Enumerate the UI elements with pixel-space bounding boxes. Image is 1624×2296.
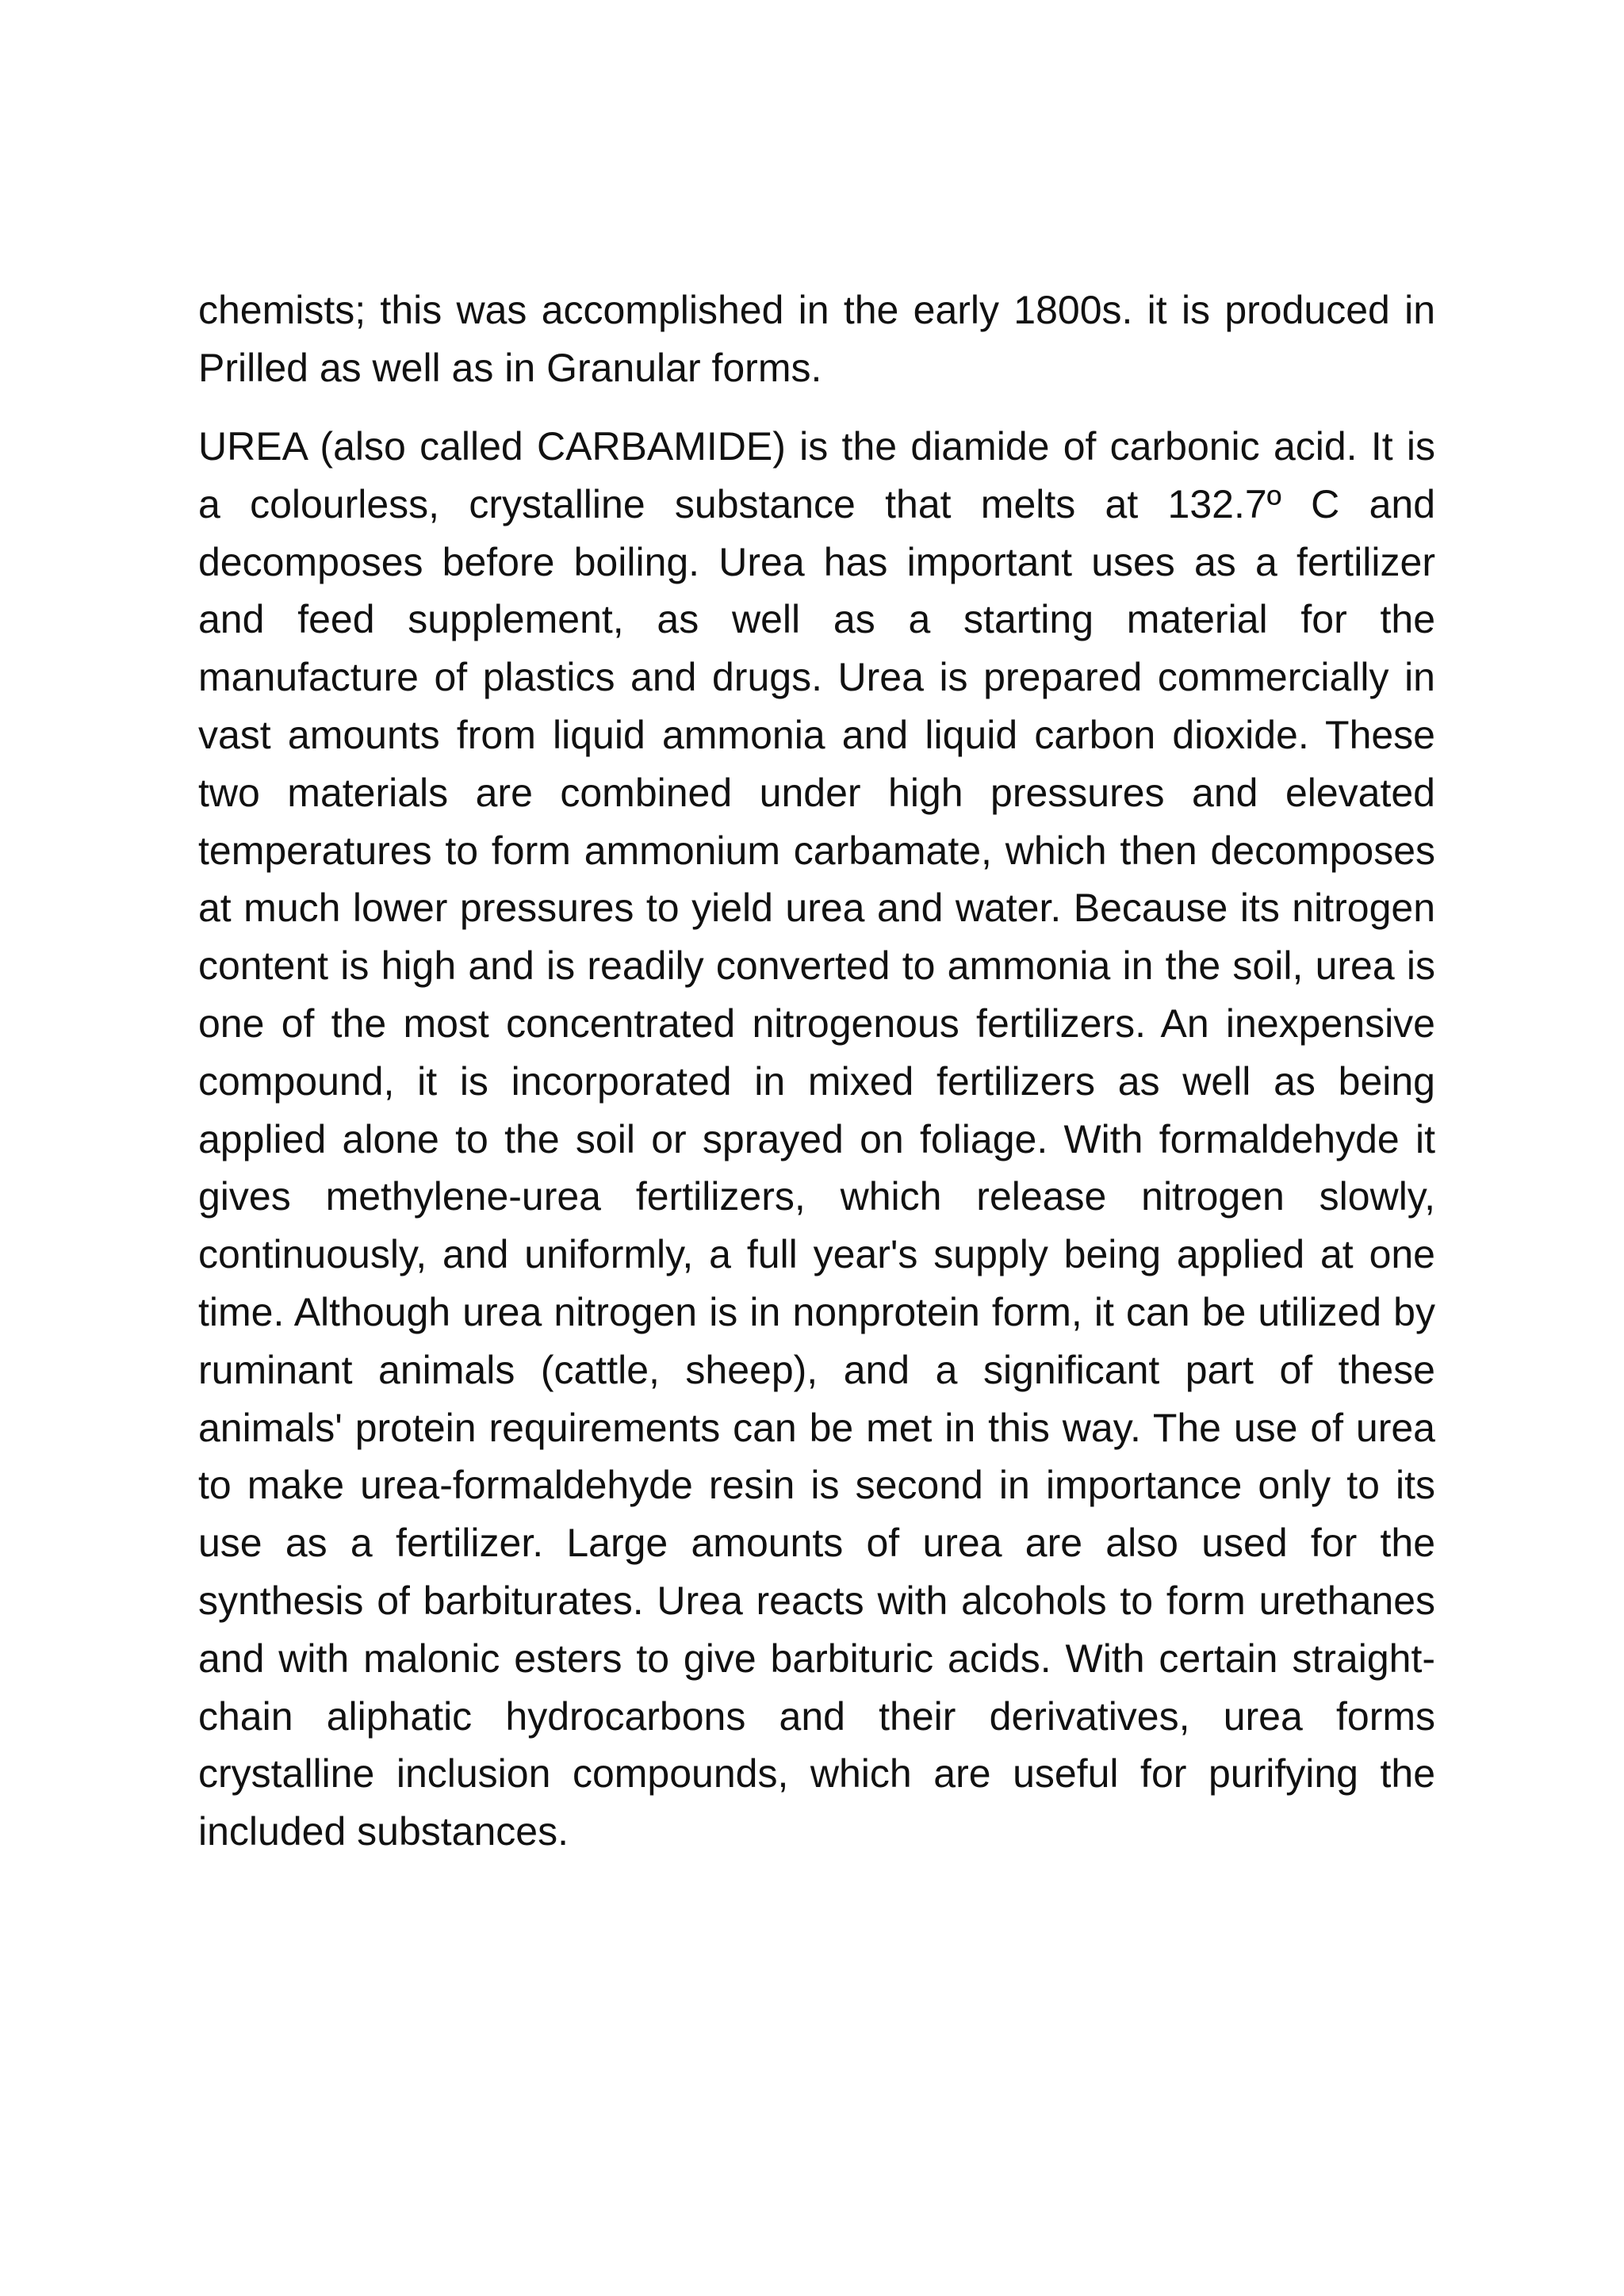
paragraph-continuation: chemists; this was accomplished in the early 1800s. it is produced in Prilled as well as in Granular forms. [198, 288, 1435, 390]
paragraph-urea-description: UREA (also called CARBAMIDE) is the diamide of carbonic acid. It is a colourless, crystalline substance that melts at 132.7º C and decomposes before boiling. Urea has important uses as a fertilizer and feed supplement, as well as a starting material for the manufacture of plastics and drugs. Urea is prepared commercially in vast amounts from liquid ammonia and liquid carbon dioxide. These two materials are combined under high pressures and elevated temperatures to form ammonium carbamate, which then decomposes at much lower pressures to yield urea and water. Because its nitrogen content is high and is readily converted to ammonia in the soil, urea is one of the most concentrated nitrogenous fertilizers. An inexpensive compound, it is incorporated in mixed fertilizers as well as being applied alone to the soil or sprayed on foliage. With formaldehyde it gives methylene-urea fertilizers, which release nitrogen slowly, continuously, and uniformly, a full year's supply being applied at one time. Although urea nitrogen is in nonprotein form, it can be utilized by ruminant animals (cattle, sheep), and a significant part of these animals' protein requirements can be met in this way. The use of urea to make urea-formaldehyde resin is second in importance only to its use as a fertilizer. Large amounts of urea are also used for the synthesis of barbiturates. Urea reacts with alcohols to form urethanes and with malonic esters to give barbituric acids. With certain straight-chain aliphatic hydrocarbons and their derivatives, urea forms crystalline inclusion compounds, which are useful for purifying the included substances. [198, 424, 1435, 1854]
